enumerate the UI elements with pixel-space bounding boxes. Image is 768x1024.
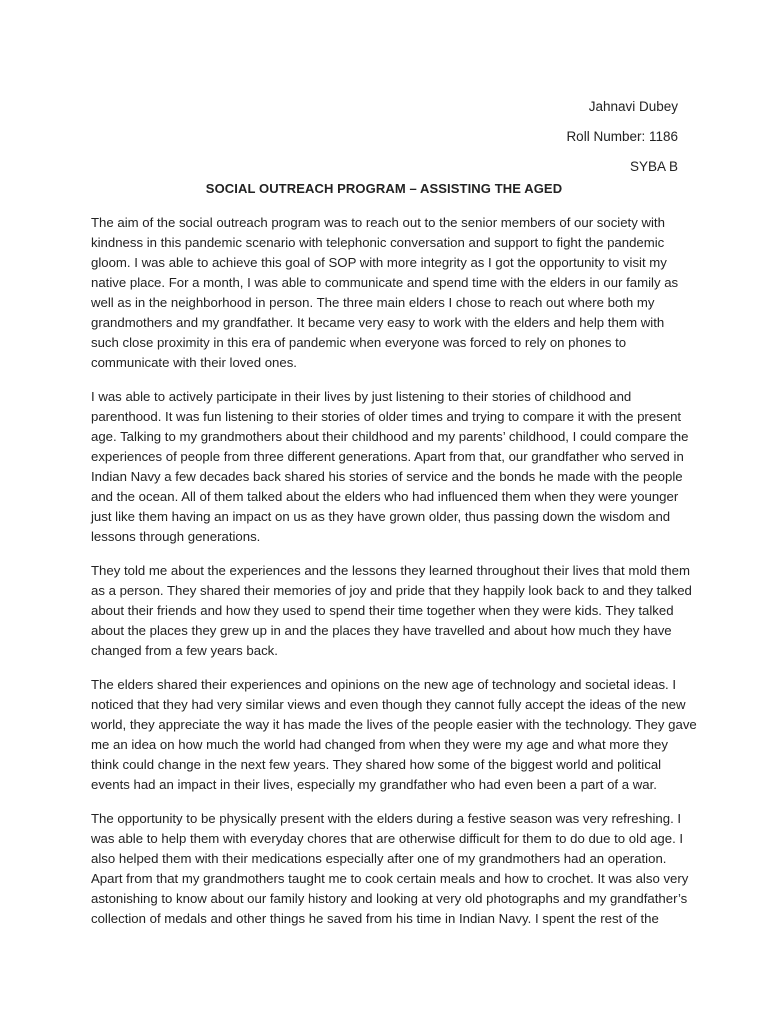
text-line: They told me about the experiences and the lessons they learned throughout their lives that mold them	[91, 563, 690, 578]
text-line: me an idea on how much the world had changed from when they were my age and what more they	[91, 737, 668, 752]
text-line: well as in the neighborhood in person. The three main elders I chose to reach out where both my	[91, 295, 655, 310]
text-line: collection of medals and other things he saved from his time in Indian Navy. I spent the rest of the	[91, 911, 659, 926]
text-line: lessons through generations.	[91, 529, 261, 544]
author-name: Jahnavi Dubey	[588, 99, 678, 114]
text-line: parenthood. It was fun listening to their stories of older times and trying to compare it with the present	[91, 409, 682, 424]
author-header	[566, 92, 678, 182]
text-line: communicate with their loved ones.	[91, 355, 297, 370]
text-line: about their friends and how they used to spend their time together when they were kids. They talked	[91, 603, 674, 618]
text-line: changed from a few years back.	[91, 643, 278, 658]
text-line: noticed that they had very similar views and even though they cannot fully accept the ideas of the new	[91, 697, 686, 712]
paragraph-2	[91, 387, 689, 547]
text-line: Indian Navy a few decades back shared his stories of service and the bonds he made with the people	[91, 469, 683, 484]
text-line: just like them having an impact on us as they have grown older, thus passing down the wisdom and	[91, 509, 671, 524]
paragraph-5	[91, 809, 689, 929]
text-line: gloom. I was able to achieve this goal of SOP with more integrity as I got the opportunity to visit my	[91, 255, 667, 270]
text-line: was able to help them with everyday chores that are otherwise difficult for them to do due to old age. I	[91, 831, 684, 846]
text-line: about the places they grew up in and the places they have travelled and about how much they have	[91, 623, 672, 638]
class-section: SYBA B	[629, 159, 678, 174]
roll-number: Roll Number: 1186	[566, 129, 678, 144]
text-line: Apart from that my grandmothers taught me to cook certain meals and how to crochet. It was also very	[91, 871, 689, 886]
text-line: The opportunity to be physically present with the elders during a festive season was very refreshing. I	[91, 811, 682, 826]
text-line: grandmothers and my grandfather. It became very easy to work with the elders and help them with	[91, 315, 665, 330]
text-line: think could change in the next few years. They shared how some of the biggest world and political	[91, 757, 662, 772]
text-line: kindness in this pandemic scenario with telephonic conversation and support to fight the pandemic	[91, 235, 665, 250]
text-line: such close proximity in this era of pandemic when everyone was forced to rely on phones to	[91, 335, 627, 350]
text-line: as a person. They shared their memories of joy and pride that they happily look back to and they talked	[91, 583, 692, 598]
text-line: I was able to actively participate in their lives by just listening to their stories of childhood and	[91, 389, 632, 404]
text-line: astonishing to know about our family history and looking at very old photographs and my grandfather’s	[91, 891, 688, 906]
paragraph-3	[91, 561, 692, 661]
text-line: native place. For a month, I was able to communicate and spend time with the elders in our family as	[91, 275, 679, 290]
document-title: SOCIAL OUTREACH PROGRAM – ASSISTING THE AGED	[205, 181, 563, 196]
text-line: events had an impact in their lives, especially my grandfather who had even been a part of a war.	[91, 777, 657, 792]
text-line: and the ocean. All of them talked about the elders who had influenced them when they were younger	[91, 489, 679, 504]
text-line: also helped them with their medications especially after one of my grandmothers had an operation.	[91, 851, 667, 866]
text-line: The elders shared their experiences and opinions on the new age of technology and societal ideas. I	[91, 677, 677, 692]
text-line: The aim of the social outreach program was to reach out to the senior members of our society with	[91, 215, 665, 230]
text-line: experiences of people from three different generations. Apart from that, our grandfather who served in	[91, 449, 684, 464]
text-line: age. Talking to my grandmothers about their childhood and my parents’ childhood, I could compare the	[91, 429, 689, 444]
paragraph-4	[91, 675, 697, 795]
text-line: world, they appreciate the way it has made the lives of the people easier with the technology. They gave	[91, 717, 697, 732]
document-body	[91, 213, 697, 943]
paragraph-1	[91, 213, 681, 373]
